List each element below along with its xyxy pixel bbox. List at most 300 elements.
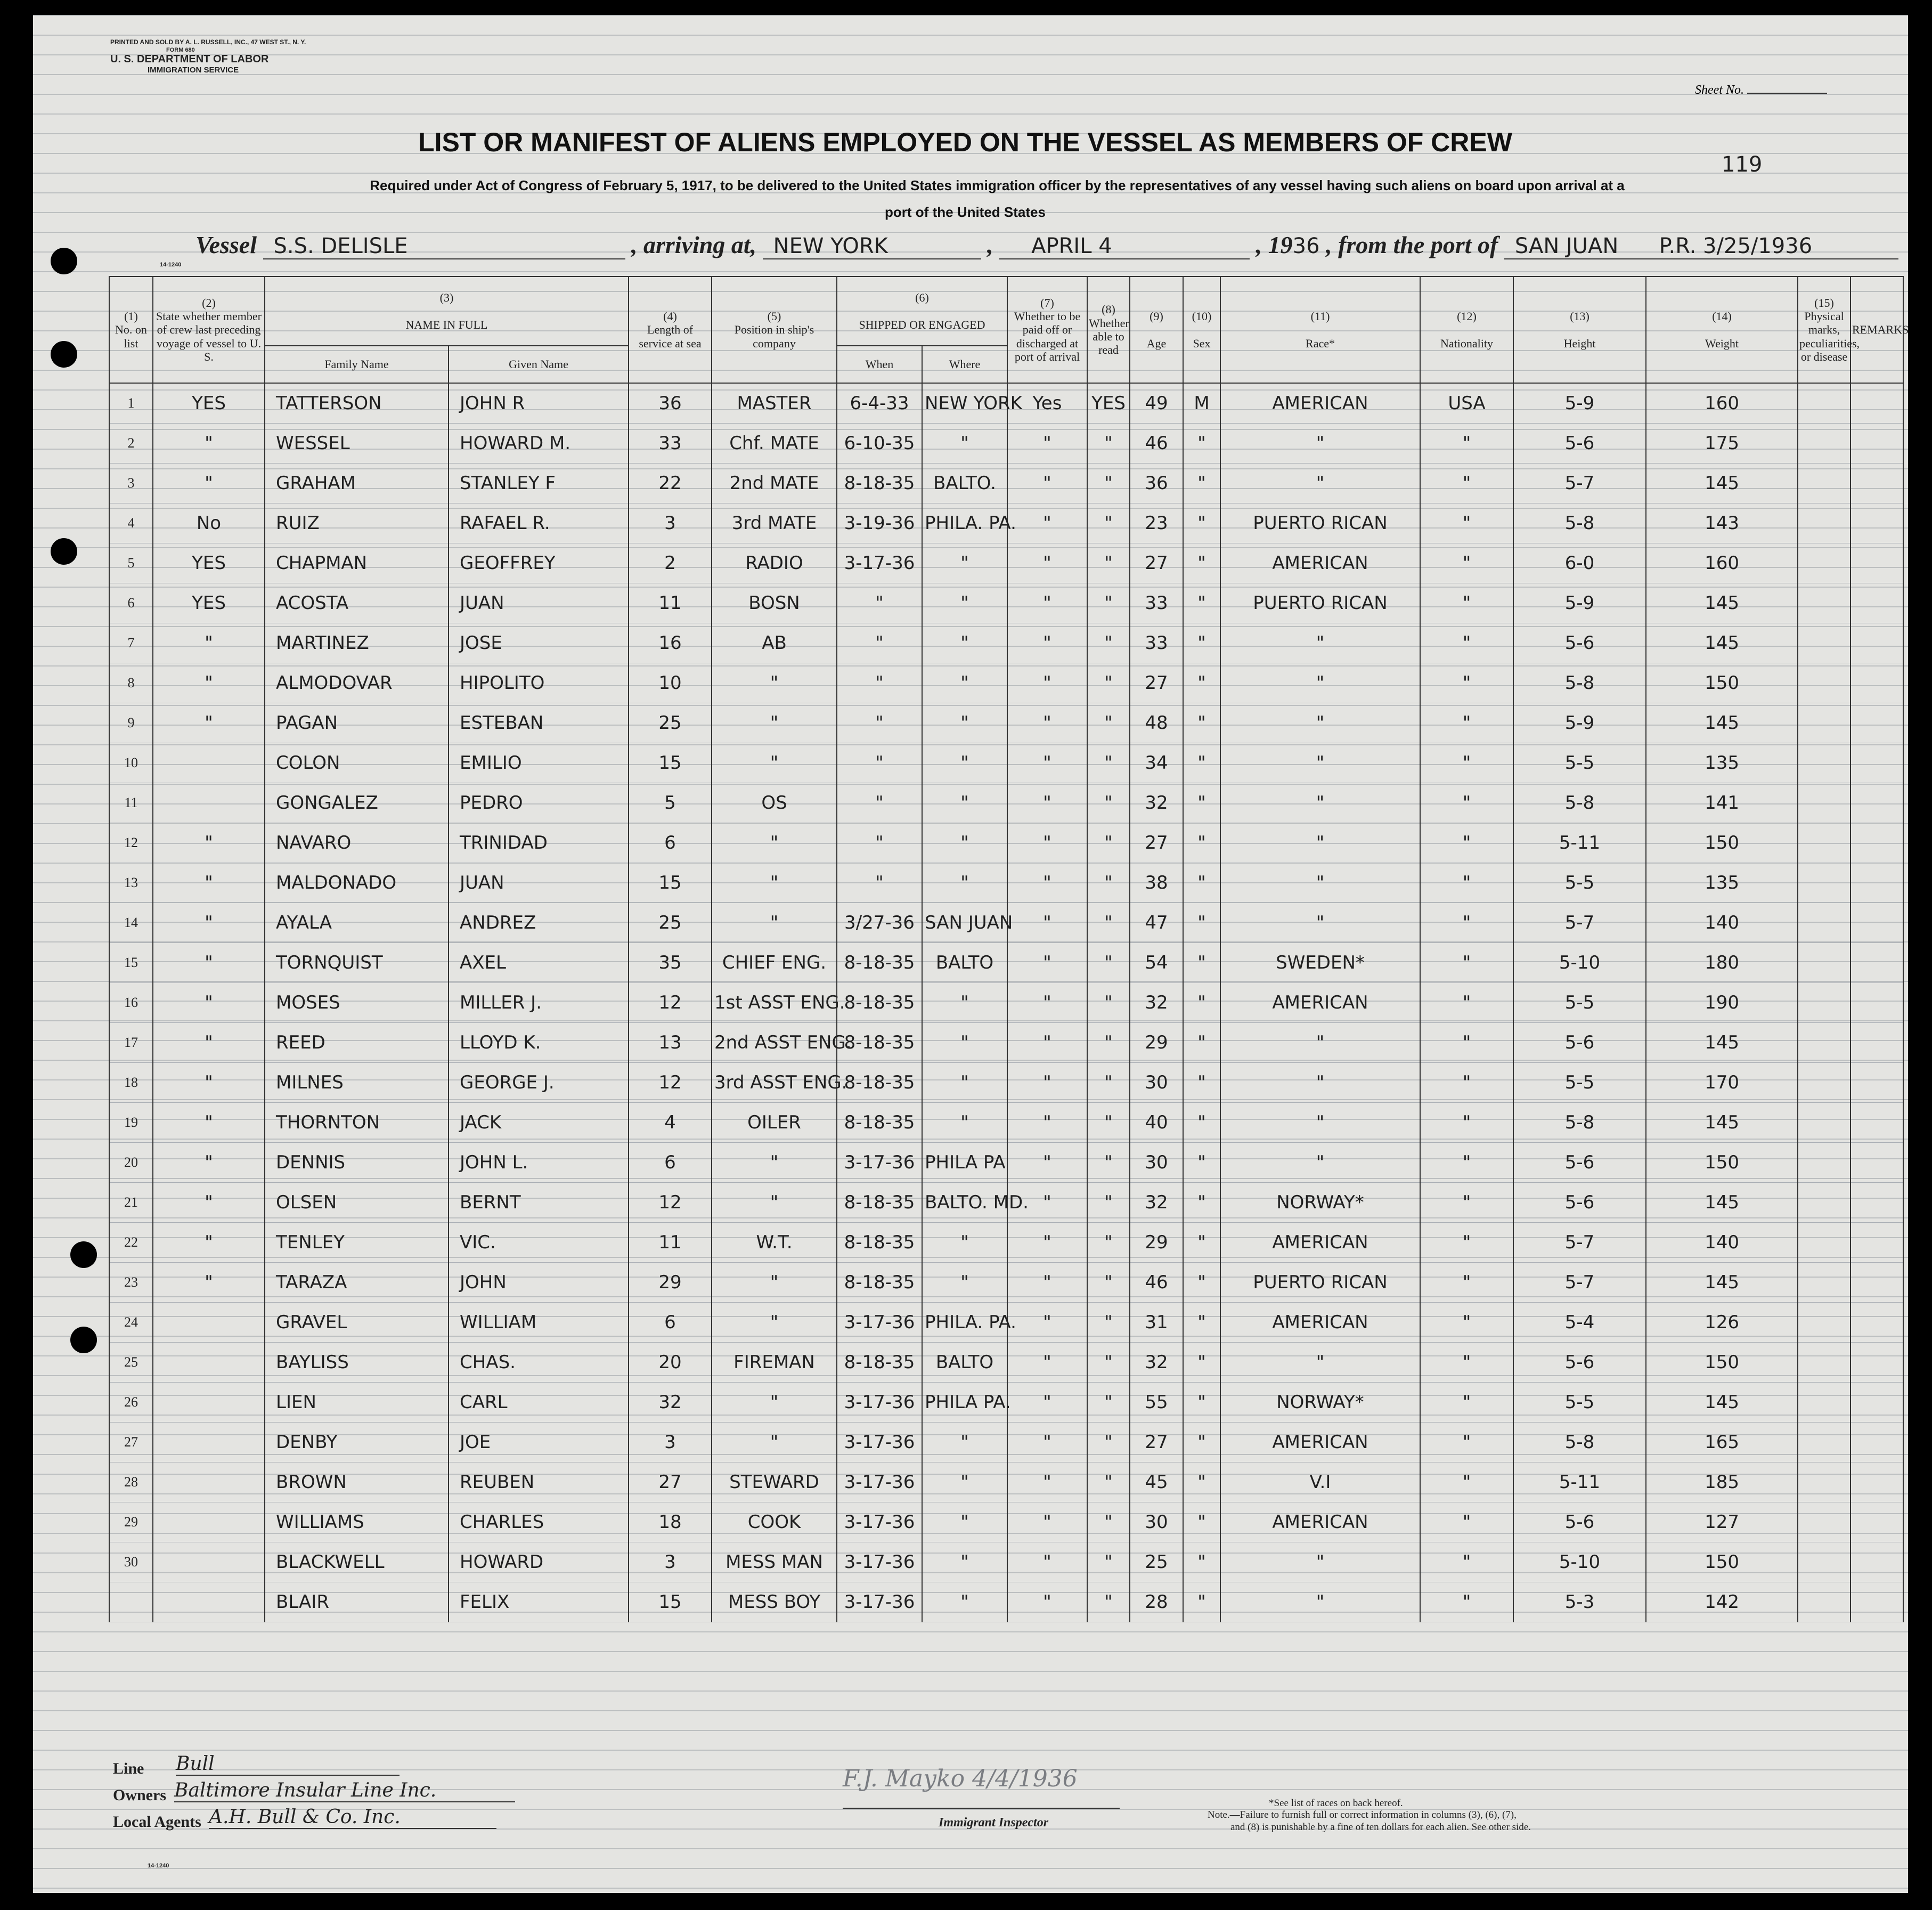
race-cell: " [1220,1143,1420,1183]
position-cell: FIREMAN [712,1343,837,1383]
row-number: 10 [109,743,153,783]
height-cell: 5-5 [1513,863,1646,903]
nationality-cell: " [1420,1223,1513,1263]
given-name-cell: JUAN [449,863,629,903]
ruled-line [33,15,1908,16]
read-cell: " [1087,503,1130,543]
row-number: 27 [109,1423,153,1462]
given-name-cell: STANLEY F [449,464,629,503]
shipped-when-cell: 8-18-35 [837,1263,922,1303]
agents-value: A.H. Bull & Co. Inc. [209,1806,496,1829]
physical-marks-cell [1798,583,1851,623]
sex-cell: " [1183,424,1220,464]
race-cell: SWEDEN* [1220,943,1420,983]
row-number: 23 [109,1263,153,1303]
service-cell: 33 [629,424,712,464]
paid-off-cell: " [1007,503,1087,543]
shipped-where-cell: " [922,1423,1007,1462]
family-name-cell: AYALA [265,903,449,943]
service-cell: 5 [629,783,712,823]
read-cell: " [1087,703,1130,743]
sex-cell: " [1183,663,1220,703]
physical-marks-cell [1798,783,1851,823]
weight-cell: 150 [1646,663,1798,703]
shipped-where-cell: " [922,1063,1007,1103]
service-cell: 3 [629,1423,712,1462]
race-cell: " [1220,663,1420,703]
age-cell: 27 [1130,663,1183,703]
vessel-name: S.S. DELISLE [263,234,625,259]
nationality-cell: " [1420,1502,1513,1542]
weight-cell: 145 [1646,623,1798,663]
crew-rows [109,383,1903,1622]
row-number: 8 [109,663,153,703]
read-cell: " [1087,623,1130,663]
age-cell: 28 [1130,1582,1183,1622]
read-cell: " [1087,1582,1130,1622]
shipped-where-cell: " [922,1263,1007,1303]
remarks-cell [1851,383,1903,424]
race-cell: " [1220,1582,1420,1622]
nationality-cell: " [1420,903,1513,943]
paid-off-cell: " [1007,1183,1087,1223]
weight-cell: 142 [1646,1582,1798,1622]
nationality-cell: " [1420,1063,1513,1103]
punch-hole [70,1241,97,1268]
shipped-when-cell: " [837,783,922,823]
remarks-cell [1851,823,1903,863]
read-cell: " [1087,1223,1130,1263]
weight-cell: 141 [1646,783,1798,823]
ruled-line [33,1888,1908,1889]
shipped-when-cell: 8-18-35 [837,1023,922,1063]
row-number: 12 [109,823,153,863]
physical-marks-cell [1798,383,1851,424]
service-cell: 2 [629,543,712,583]
height-cell: 5-8 [1513,503,1646,543]
inspector-signature: F.J. Mayko 4/4/1936 [843,1765,1120,1809]
service-cell: 12 [629,1063,712,1103]
height-cell: 5-7 [1513,1223,1646,1263]
family-name-cell: ALMODOVAR [265,663,449,703]
read-cell: " [1087,424,1130,464]
paid-off-cell: " [1007,623,1087,663]
race-cell: " [1220,1103,1420,1143]
paid-off-cell: " [1007,823,1087,863]
row-number: 16 [109,983,153,1023]
sex-cell: " [1183,623,1220,663]
family-name-cell: TATTERSON [265,383,449,424]
shipped-where-cell: " [922,1582,1007,1622]
prev-voyage-cell: " [153,663,265,703]
col-given-name: Given Name [449,346,629,383]
shipped-where-cell: " [922,424,1007,464]
table-row [109,943,1903,983]
ruled-line [33,1750,1908,1751]
prev-voyage-cell: " [153,1183,265,1223]
service-cell: 11 [629,1223,712,1263]
sex-cell: " [1183,1582,1220,1622]
shipped-where-cell: " [922,1023,1007,1063]
paid-off-cell: " [1007,983,1087,1023]
physical-marks-cell [1798,1263,1851,1303]
read-cell: " [1087,1502,1130,1542]
height-cell: 5-5 [1513,1063,1646,1103]
remarks-cell [1851,1582,1903,1622]
race-cell: NORWAY* [1220,1383,1420,1423]
shipped-when-cell: " [837,863,922,903]
height-cell: 5-11 [1513,823,1646,863]
agents-label: Local Agents [113,1813,201,1831]
remarks-cell [1851,464,1903,503]
read-cell: " [1087,1103,1130,1143]
service-cell: 12 [629,1183,712,1223]
height-cell: 5-6 [1513,1502,1646,1542]
row-number: 28 [109,1462,153,1502]
sex-cell: " [1183,983,1220,1023]
age-cell: 25 [1130,1542,1183,1582]
height-cell: 5-6 [1513,1343,1646,1383]
read-cell: " [1087,583,1130,623]
nationality-cell: " [1420,1023,1513,1063]
service-cell: 22 [629,464,712,503]
paid-off-cell: " [1007,543,1087,583]
nationality-cell: " [1420,464,1513,503]
nationality-cell: " [1420,823,1513,863]
table-row [109,663,1903,703]
given-name-cell: RAFAEL R. [449,503,629,543]
physical-marks-cell [1798,424,1851,464]
prev-voyage-cell: " [153,823,265,863]
prev-voyage-cell: " [153,903,265,943]
height-cell: 5-11 [1513,1462,1646,1502]
physical-marks-cell [1798,703,1851,743]
weight-cell: 150 [1646,823,1798,863]
row-number: 1 [109,383,153,424]
row-number: 4 [109,503,153,543]
ruled-line [33,1651,1908,1652]
nationality-cell: " [1420,1423,1513,1462]
nationality-cell: " [1420,943,1513,983]
service-cell: 12 [629,983,712,1023]
race-cell: " [1220,1542,1420,1582]
read-cell: " [1087,1023,1130,1063]
sex-cell: " [1183,1343,1220,1383]
read-cell: " [1087,464,1130,503]
age-cell: 47 [1130,903,1183,943]
weight-cell: 150 [1646,1542,1798,1582]
race-cell: " [1220,863,1420,903]
read-cell: " [1087,1303,1130,1343]
position-cell: " [712,823,837,863]
shipped-when-cell: 6-10-35 [837,424,922,464]
read-cell: " [1087,1383,1130,1423]
penalty-note-2: and (8) is punishable by a fine of ten dollars for each alien. See other side. [1230,1822,1531,1833]
position-cell: " [712,1423,837,1462]
table-row [109,1103,1903,1143]
sex-cell: M [1183,383,1220,424]
table-row [109,903,1903,943]
family-name-cell: DENNIS [265,1143,449,1183]
row-number: 30 [109,1542,153,1582]
family-name-cell: TORNQUIST [265,943,449,983]
read-cell: " [1087,1423,1130,1462]
table-row [109,464,1903,503]
service-cell: 6 [629,1303,712,1343]
row-number: 18 [109,1063,153,1103]
height-cell: 5-5 [1513,743,1646,783]
given-name-cell: PEDRO [449,783,629,823]
family-name-cell: WESSEL [265,424,449,464]
paid-off-cell: " [1007,863,1087,903]
table-row [109,1303,1903,1343]
service-cell: 35 [629,943,712,983]
family-name-cell: CHAPMAN [265,543,449,583]
col-race: (11) Race* [1220,277,1420,383]
physical-marks-cell [1798,1462,1851,1502]
position-cell: 3rd MATE [712,503,837,543]
remarks-cell [1851,983,1903,1023]
position-cell: 2nd ASST ENG. [712,1023,837,1063]
weight-cell: 145 [1646,583,1798,623]
position-cell: " [712,1263,837,1303]
remarks-cell [1851,703,1903,743]
sex-cell: " [1183,583,1220,623]
age-cell: 23 [1130,503,1183,543]
table-row [109,1183,1903,1223]
paid-off-cell: " [1007,663,1087,703]
paid-off-cell: " [1007,1023,1087,1063]
ruled-line [33,35,1908,36]
paid-off-cell: " [1007,1263,1087,1303]
prev-voyage-cell [153,1423,265,1462]
table-row [109,863,1903,903]
table-row [109,1542,1903,1582]
remarks-cell [1851,1223,1903,1263]
given-name-cell: AXEL [449,943,629,983]
prev-voyage-cell [153,1462,265,1502]
col-shipped: (6) SHIPPED OR ENGAGED [837,277,1007,346]
given-name-cell: ESTEBAN [449,703,629,743]
ruled-line [33,74,1908,75]
read-cell: " [1087,663,1130,703]
paid-off-cell: " [1007,1063,1087,1103]
physical-marks-cell [1798,663,1851,703]
shipped-where-cell: BALTO [922,1343,1007,1383]
nationality-cell: " [1420,703,1513,743]
race-cell: AMERICAN [1220,543,1420,583]
shipped-when-cell: 8-18-35 [837,1103,922,1143]
given-name-cell: VIC. [449,1223,629,1263]
vessel-line: Vessel S.S. DELISLE , arriving at, NEW YORK , APRIL 4 , 1936 , from the port of SAN JUAN P.R. 3/25/1936 [195,231,1898,259]
col-remarks: REMARKS [1851,277,1903,383]
physical-marks-cell [1798,1582,1851,1622]
position-cell: OILER [712,1103,837,1143]
table-row [109,383,1903,424]
position-cell: " [712,1143,837,1183]
shipped-where-cell: " [922,543,1007,583]
shipped-where-cell: " [922,1542,1007,1582]
paid-off-cell: " [1007,1143,1087,1183]
physical-marks-cell [1798,1303,1851,1343]
prev-voyage-cell: " [153,943,265,983]
shipped-when-cell: " [837,623,922,663]
sex-cell: " [1183,1383,1220,1423]
physical-marks-cell [1798,623,1851,663]
table-row [109,1063,1903,1103]
table-row [109,743,1903,783]
position-cell: AB [712,623,837,663]
weight-cell: 160 [1646,543,1798,583]
position-cell: MESS BOY [712,1582,837,1622]
weight-cell: 170 [1646,1063,1798,1103]
race-cell: " [1220,464,1420,503]
prev-voyage-cell: " [153,464,265,503]
given-name-cell: HIPOLITO [449,663,629,703]
service-cell: 18 [629,1502,712,1542]
read-cell: " [1087,543,1130,583]
physical-marks-cell [1798,1063,1851,1103]
race-cell: " [1220,623,1420,663]
service-name: IMMIGRATION SERVICE [148,66,239,75]
row-number: 20 [109,1143,153,1183]
family-name-cell: COLON [265,743,449,783]
paid-off-cell: " [1007,783,1087,823]
table-row [109,1343,1903,1383]
given-name-cell: CHARLES [449,1502,629,1542]
line-value: Bull [176,1753,400,1776]
race-cell: NORWAY* [1220,1183,1420,1223]
position-cell: MASTER [712,383,837,424]
race-cell: " [1220,903,1420,943]
manifest-sheet [33,15,1908,1893]
col-paid-off: (7) Whether to be paid off or discharged at port of arrival [1007,277,1087,383]
ruled-line [33,1868,1908,1869]
race-cell: " [1220,424,1420,464]
family-name-cell: GONGALEZ [265,783,449,823]
sex-cell: " [1183,1103,1220,1143]
row-number: 2 [109,424,153,464]
nationality-cell: " [1420,1343,1513,1383]
given-name-cell: JOHN L. [449,1143,629,1183]
col-sex: (10) Sex [1183,277,1220,383]
table-row [109,1423,1903,1462]
paid-off-cell: " [1007,1462,1087,1502]
family-name-cell: GRAHAM [265,464,449,503]
sex-cell: " [1183,1223,1220,1263]
service-cell: 29 [629,1263,712,1303]
table-row [109,1223,1903,1263]
prev-voyage-cell: No [153,503,265,543]
height-cell: 5-8 [1513,663,1646,703]
given-name-cell: HOWARD M. [449,424,629,464]
position-cell: BOSN [712,583,837,623]
col-family-name: Family Name [265,346,449,383]
prev-voyage-cell: YES [153,383,265,424]
height-cell: 5-7 [1513,903,1646,943]
shipped-when-cell: 8-18-35 [837,1063,922,1103]
paid-off-cell: " [1007,743,1087,783]
table-row [109,1383,1903,1423]
col-nationality: (12) Nationality [1420,277,1513,383]
nationality-cell: " [1420,743,1513,783]
race-cell: " [1220,1343,1420,1383]
service-cell: 16 [629,623,712,663]
paid-off-cell: " [1007,1582,1087,1622]
height-cell: 5-6 [1513,1143,1646,1183]
penalty-note-1: Note.—Failure to furnish full or correct information in columns (3), (6), (7), [1208,1809,1517,1820]
position-cell: RADIO [712,543,837,583]
table-row [109,424,1903,464]
position-cell: " [712,743,837,783]
shipped-where-cell: " [922,583,1007,623]
family-name-cell: BAYLISS [265,1343,449,1383]
physical-marks-cell [1798,903,1851,943]
col-shipped-where: Where [922,346,1007,383]
prev-voyage-cell: " [153,1103,265,1143]
nationality-cell: " [1420,543,1513,583]
col-height: (13) Height [1513,277,1646,383]
race-cell: V.I [1220,1462,1420,1502]
remarks-cell [1851,1143,1903,1183]
table-row [109,823,1903,863]
family-name-cell: MARTINEZ [265,623,449,663]
col-shipped-when: When [837,346,922,383]
sex-cell: " [1183,863,1220,903]
nationality-cell: " [1420,863,1513,903]
paid-off-cell: " [1007,1502,1087,1542]
sex-cell: " [1183,1143,1220,1183]
family-name-cell: TENLEY [265,1223,449,1263]
service-cell: 3 [629,503,712,543]
sex-cell: " [1183,823,1220,863]
given-name-cell: MILLER J. [449,983,629,1023]
height-cell: 5-6 [1513,424,1646,464]
service-cell: 6 [629,1143,712,1183]
race-cell: PUERTO RICAN [1220,1263,1420,1303]
given-name-cell: JOSE [449,623,629,663]
shipped-where-cell: " [922,743,1007,783]
height-cell: 5-8 [1513,1423,1646,1462]
row-number [109,1582,153,1622]
remarks-cell [1851,1183,1903,1223]
weight-cell: 135 [1646,743,1798,783]
table-header [109,277,1909,383]
sex-cell: " [1183,464,1220,503]
physical-marks-cell [1798,1383,1851,1423]
read-cell: " [1087,1343,1130,1383]
position-cell: " [712,1183,837,1223]
table-row [109,1263,1903,1303]
service-cell: 6 [629,823,712,863]
shipped-where-cell: BALTO. MD. [922,1183,1007,1223]
physical-marks-cell [1798,1103,1851,1143]
read-cell: " [1087,783,1130,823]
read-cell: " [1087,1462,1130,1502]
height-cell: 5-6 [1513,1183,1646,1223]
remarks-cell [1851,1502,1903,1542]
height-cell: 5-5 [1513,1383,1646,1423]
row-number: 3 [109,464,153,503]
weight-cell: 150 [1646,1143,1798,1183]
position-cell: " [712,903,837,943]
nationality-cell: " [1420,623,1513,663]
given-name-cell: JOE [449,1423,629,1462]
read-cell: " [1087,863,1130,903]
shipped-when-cell: 3-17-36 [837,1383,922,1423]
read-cell: " [1087,743,1130,783]
weight-cell: 127 [1646,1502,1798,1542]
